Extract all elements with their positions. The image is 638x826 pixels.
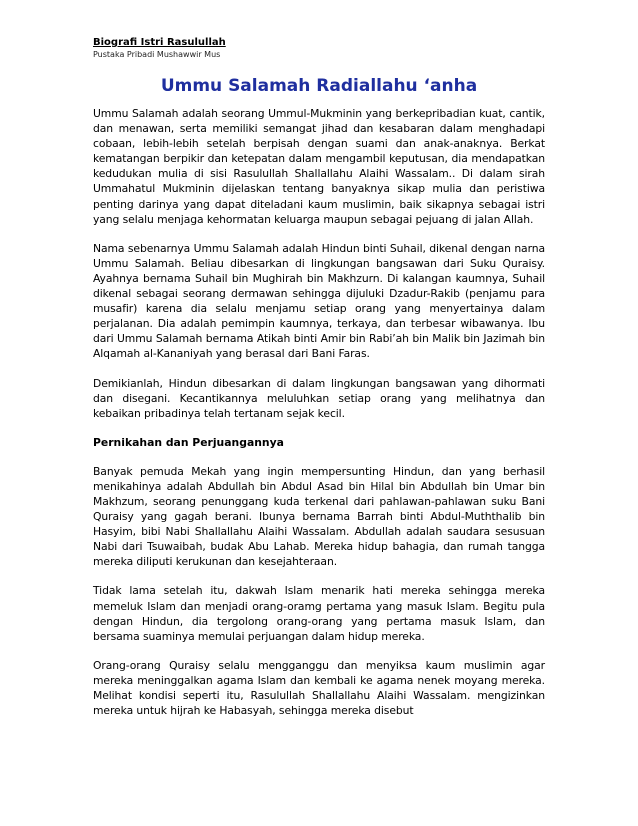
section-heading: Pernikahan dan Perjuangannya [93,435,284,449]
paragraph: Banyak pemuda Mekah yang ingin mempersunting Hindun, dan yang berhasil menikahinya adalah Abdullah bin Abdul Asad bin Hilal bin Abdullah bin Umar bin Makhzum, seorang penunggang kuda terkenal dari pahlawan-pahlawan suku Bani Quraisy yang gagah berani. Ibunya bernama Barrah binti Abdul-Muththalib bin Hasyim, bibi Nabi Shallallahu Alaihi Wassalam. Abdullah adalah saudara sesusuan Nabi dari Tsuwaibah, budak Abu Lahab. Mereka hidup bahagia, dan rumah tangga mereka diliputi kerukunan dan kesejahteraan. [93,464,545,569]
paragraph: Ummu Salamah adalah seorang Ummul-Mukminin yang berkepribadian kuat, cantik, dan menawan, serta memiliki semangat jihad dan kesabaran dalam menghadapi cobaan, lebih-lebih setelah berpisah dengan suami dan anak-anaknya. Berkat kematangan berpikir dan ketepatan dalam mengambil keputusan, dia mendapatkan kedudukan mulia di sisi Rasulullah Shallallahu Alaihi Wassalam.. Di dalam sirah Ummahatul Mukminin dijelaskan tentang banyaknya sikap mulia dan peristiwa penting darinya yang dapat diteladani kaum muslimin, baik sikapnya sebagai istri yang selalu menjaga kehormatan keluarga maupun sebagai pejuang di jalan Allah. [93,107,545,226]
header-title: Biografi Istri Rasulullah [93,37,226,48]
document-page [93,36,545,732]
header-subtitle: Pustaka Pribadi Mushawwir Mus [93,50,221,59]
paragraph: Nama sebenarnya Ummu Salamah adalah Hindun binti Suhail, dikenal dengan narna Ummu Salamah. Beliau dibesarkan di lingkungan bangsawan dari Suku Quraisy. Ayahnya bernama Suhail bin Mughirah bin Makhzurn. Di kalangan kaumnya, Suhail dikenal sebagai seorang dermawan sehingga dijuluki Dzadur-Rakib (penjamu para musafir) karena dia selalu menjamu setiap orang yang menyertainya dalam perjalanan. Dia adalah pemimpin kaumnya, terkaya, dan terbesar wibawanya. Ibu dari Ummu Salamah bernama Atikah binti Amir bin Rabi’ah bin Malik bin Jazimah bin Alqamah al-Kananiyah yang berasal dari Bani Faras. [93,241,545,361]
paragraph: Demikianlah, Hindun dibesarkan di dalam lingkungan bangsawan yang dihormati dan disegani. Kecantikannya meluluhkan setiap orang yang melihatnya dan kebaikan pribadinya telah tertanam sejak kecil. [93,376,545,420]
paragraph: Orang-orang Quraisy selalu mengganggu dan menyiksa kaum muslimin agar mereka meninggalkan agama Islam dan kembali ke agama nenek moyang mereka. Melihat kondisi seperti itu, Rasulullah Shallallahu Alaihi Wassalam. mengizinkan mereka untuk hijrah ke Habasyah, sehingga mereka disebut [93,658,545,718]
document-title: Ummu Salamah Radiallahu ‘anha [160,76,478,96]
paragraph: Tidak lama setelah itu, dakwah Islam menarik hati mereka sehingga mereka memeluk Islam dan menjadi orang-oramg pertama yang masuk Islam. Begitu pula dengan Hindun, dia tergolong orang-orang yang pertama masuk Islam, dan bersama suaminya memulai perjuangan dalam hidup mereka. [93,584,545,643]
